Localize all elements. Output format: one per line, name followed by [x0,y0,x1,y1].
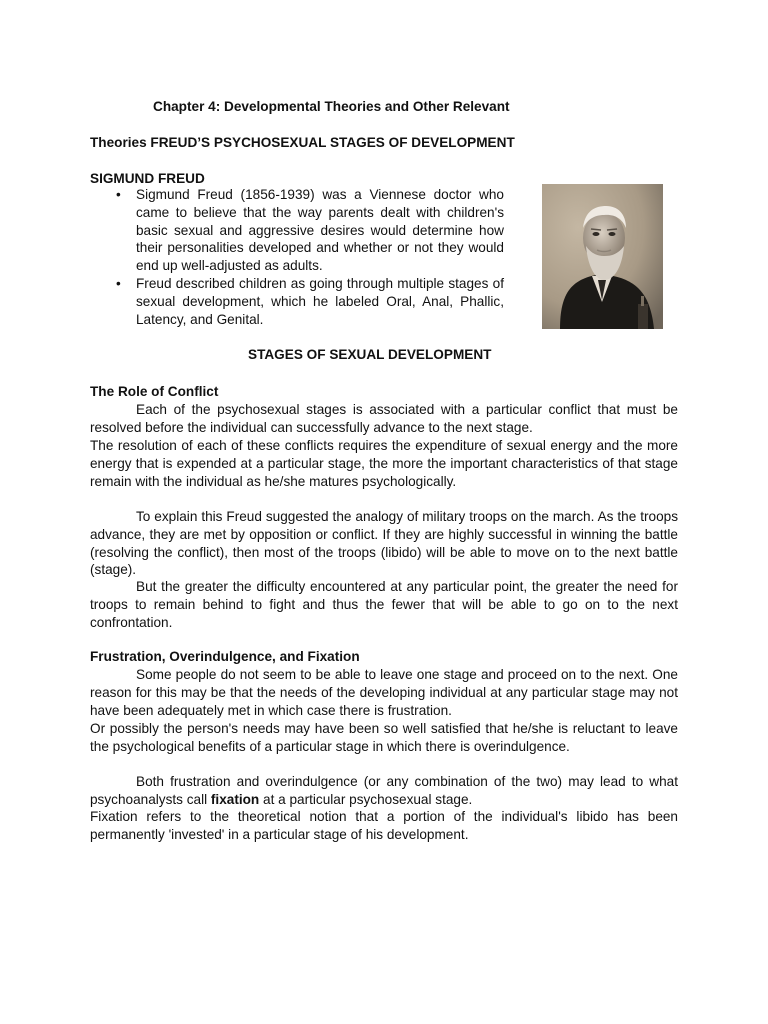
paragraph: Each of the psychosexual stages is associated with a particular conflict that must be resolved before the individual can successfully advance to the next stage. [90,402,678,435]
section-heading-role-of-conflict: The Role of Conflict [90,384,219,399]
section-heading-stages: STAGES OF SEXUAL DEVELOPMENT [248,347,492,362]
bullet-glyph: • [116,187,121,202]
paragraph: Fixation refers to the theoretical notion that a portion of the individual's libido has been permanently 'invested' in a particular stage of his development. [90,809,678,842]
paragraph: Some people do not seem to be able to leave one stage and proceed on to the next. One reason for this may be that the needs of the developing individual at any particular stage may not have been adequately met in which case there is frustration. [90,667,678,718]
bullet-text: Sigmund Freud (1856-1939) was a Viennese doctor who came to believe that the way parents dealt with children's basic sexual and aggressive desires would determine how their personalities developed and whether or not they would end up well-adjusted as adults. [136,187,504,274]
paragraph-fixation [90,773,678,809]
freud-portrait-photo [542,184,663,329]
bullet-item [116,275,504,328]
section-heading-frustration: Frustration, Overindulgence, and Fixation [90,649,360,664]
term-fixation: fixation [210,791,260,807]
section-heading-sigmund-freud: SIGMUND FREUD [90,171,205,186]
text-run: at a particular psychosexual stage. [259,791,473,807]
text-run: Both frustration and overindulgence (or any combination of the two) may lead to what psychoanalysts call [90,774,678,807]
paragraph: To explain this Freud suggested the analogy of military troops on the march. As the troops advance, they are met by opposition or conflict. If they are highly successful in winning the battle (resolving the conflict), then most of the troops (libido) will be able to move on to the next battle (stage). [90,509,678,578]
bullet-item [116,186,504,275]
bullet-glyph: • [116,275,121,291]
paragraph: The resolution of each of these conflicts requires the expenditure of sexual energy and the more energy that is expended at a particular stage, the more the important characteristics of that stage remain with the individual as he/she matures psychologically. [90,438,678,489]
paragraph: But the greater the difficulty encountered at any particular point, the greater the need for troops to remain behind to fight and thus the fewer that will be able to go on to the next confrontation. [90,579,678,630]
bullet-text: Freud described children as going through multiple stages of sexual development, which he labeled Oral, Anal, Phallic, Latency, and Genital. [136,275,504,327]
paragraph: Or possibly the person's needs may have been so well satisfied that he/she is reluctant to leave the psychological benefits of a particular stage in which there is overindulgence. [90,721,678,754]
portrait-illustration [542,184,663,329]
chapter-title: Chapter 4: Developmental Theories and Other Relevant [153,99,510,114]
freud-bullet-list [116,186,504,328]
chapter-subtitle: Theories FREUD’S PSYCHOSEXUAL STAGES OF DEVELOPMENT [90,135,515,150]
